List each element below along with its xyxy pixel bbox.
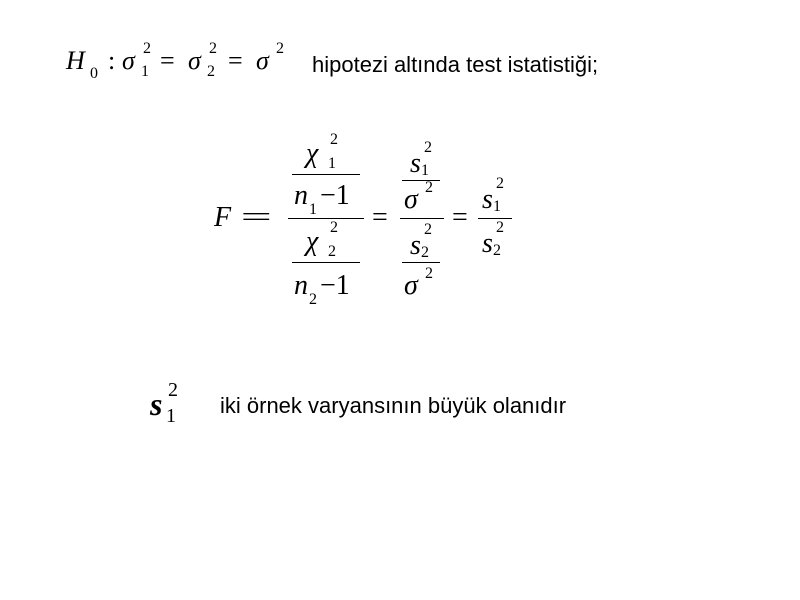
- third-fraction-bar: [478, 218, 512, 219]
- s-2-a: s: [410, 230, 421, 261]
- sigma-pooled-sup: 2: [276, 40, 284, 57]
- sigma-1-sub: 1: [141, 63, 149, 80]
- n-1-minus-one: −1: [320, 180, 350, 211]
- sigma-2: σ: [188, 46, 201, 75]
- h0-subscript: 0: [90, 65, 98, 82]
- sigma-pooled: σ: [256, 46, 269, 75]
- n-2: n: [294, 270, 308, 301]
- n-1: n: [294, 180, 308, 211]
- hypothesis-label: hipotezi altında test istatistiği;: [312, 52, 599, 77]
- s-1-a-sub: 1: [421, 162, 429, 179]
- s-1-a-sup: 2: [424, 139, 432, 156]
- sigma-b-sup: 2: [425, 265, 433, 282]
- note-label: iki örnek varyansının büyük olanıdır: [220, 393, 567, 418]
- chi-2-sub: 2: [328, 243, 336, 260]
- chi-1-bar: [292, 174, 360, 175]
- equals-1: =: [372, 202, 388, 233]
- s-1-b: s: [482, 184, 493, 215]
- n-1-sub: 1: [309, 201, 317, 218]
- f-equals: ==: [242, 202, 268, 233]
- s-2-b-sup: 2: [496, 219, 504, 236]
- sigma-a-sup: 2: [425, 179, 433, 196]
- chi-1: χ: [306, 138, 319, 169]
- sigma-a: σ: [404, 184, 418, 215]
- h0-colon: :: [108, 46, 116, 75]
- sigma-1: σ: [122, 46, 135, 75]
- s-2-a-sub: 2: [421, 244, 429, 261]
- sigma-2-sub: 2: [207, 63, 215, 80]
- s-2-b-sub: 2: [493, 242, 501, 259]
- s-1-b-sup: 2: [496, 175, 504, 192]
- sigma-b: σ: [404, 270, 418, 301]
- s-2-a-sup: 2: [424, 221, 432, 238]
- chi-2-sup: 2: [330, 219, 338, 236]
- s-1-note-sub: 1: [166, 405, 176, 427]
- s-1-note-sup: 2: [168, 379, 178, 401]
- s-1-note: s: [150, 386, 163, 422]
- s-2-b: s: [482, 228, 493, 259]
- f-symbol: F: [214, 202, 232, 233]
- equals-2: =: [452, 202, 468, 233]
- s-1-b-sub: 1: [493, 198, 501, 215]
- h0-symbol: H: [66, 46, 85, 75]
- chi-2: χ: [306, 226, 319, 257]
- main-fraction-bar: [288, 218, 364, 219]
- n-2-sub: 2: [309, 291, 317, 308]
- chi-2-bar: [292, 262, 360, 263]
- h0-eq-1: =: [160, 46, 175, 75]
- n-2-minus-one: −1: [320, 270, 350, 301]
- chi-1-sup: 2: [330, 131, 338, 148]
- second-main-bar: [400, 218, 444, 219]
- h0-eq-2: =: [228, 46, 243, 75]
- sigma-2-sup: 2: [209, 40, 217, 57]
- s1-sigma-bar: [402, 180, 440, 181]
- sigma-1-sup: 2: [143, 40, 151, 57]
- s-1-a: s: [410, 148, 421, 179]
- s2-sigma-bar: [402, 262, 440, 263]
- chi-1-sub: 1: [328, 155, 336, 172]
